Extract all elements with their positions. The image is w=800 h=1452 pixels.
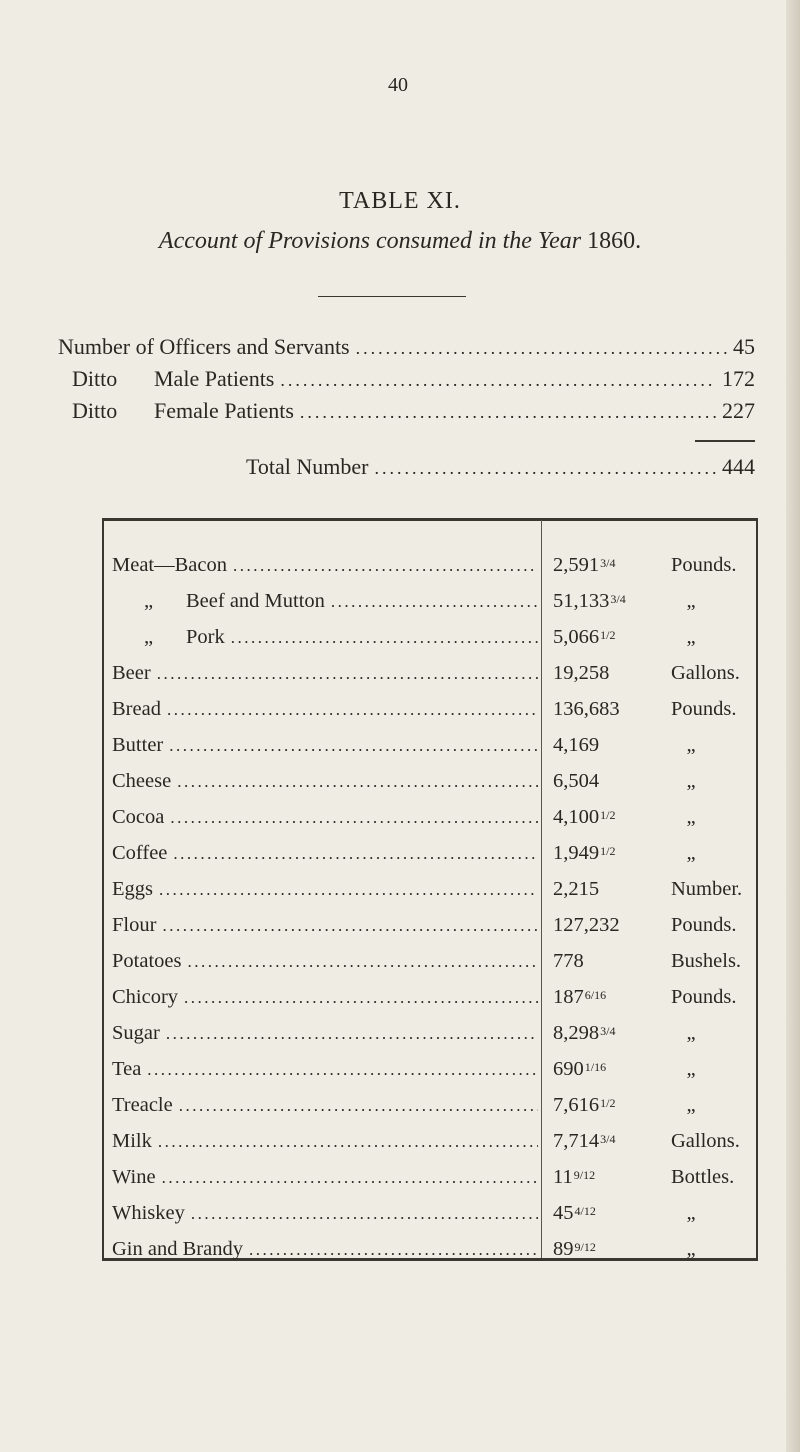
table-column-rule (541, 520, 542, 1260)
leader-dots (158, 1132, 538, 1152)
leader-dots (157, 664, 538, 684)
table-row (112, 626, 538, 660)
item-label: Sugar (112, 1022, 160, 1044)
leader-dots (356, 338, 727, 359)
item-label: Eggs (112, 878, 153, 900)
quantity-value: 7,714 (553, 1130, 600, 1152)
ditto-mark: „ (144, 626, 154, 648)
table-top-rule (102, 518, 756, 521)
quantity-unit: „ (686, 842, 696, 864)
quantity-cell (553, 1166, 734, 1200)
summary-value: 45 (733, 334, 755, 359)
leader-dots (331, 592, 538, 612)
table-row (112, 1202, 538, 1236)
quantity-value: 45 (553, 1202, 574, 1224)
quantity-value: 778 (553, 950, 584, 972)
table-row (112, 878, 538, 912)
summary-row-officers (58, 334, 755, 366)
quantity-unit: „ (686, 590, 696, 612)
quantity-cell (553, 1130, 740, 1164)
quantity-unit: „ (686, 1058, 696, 1080)
item-label: Beef and Mutton (186, 590, 325, 612)
table-row (112, 914, 538, 948)
item-label: Cocoa (112, 806, 165, 828)
quantity-value: 89 (553, 1238, 574, 1260)
table-row (112, 734, 538, 768)
leader-dots (159, 880, 538, 900)
item-label: Coffee (112, 842, 168, 864)
ditto-label: Ditto (72, 366, 118, 391)
quantity-cell (553, 1202, 711, 1236)
table-row (112, 554, 538, 588)
quantity-value: 136,683 (553, 698, 620, 720)
table-row (112, 986, 538, 1020)
quantity-value: 2,591 (553, 554, 600, 576)
quantity-value: 4,169 (553, 734, 600, 756)
quantity-unit: Pounds. (671, 914, 737, 936)
quantity-cell (553, 986, 737, 1020)
quantity-fraction: 1/2 (600, 628, 616, 642)
quantity-value: 19,258 (553, 662, 610, 684)
table-row (112, 1166, 538, 1200)
table-right-rule (756, 518, 758, 1261)
quantity-unit: Gallons. (671, 662, 740, 684)
quantity-cell (553, 914, 737, 948)
quantity-value: 187 (553, 986, 584, 1008)
item-label: Milk (112, 1130, 152, 1152)
leader-dots (233, 556, 538, 576)
quantity-cell (553, 734, 711, 768)
leader-dots (300, 402, 716, 423)
item-label: Cheese (112, 770, 172, 792)
ditto-label: Ditto (72, 398, 118, 423)
quantity-unit: „ (686, 1238, 696, 1260)
leader-dots (167, 700, 538, 720)
leader-dots (187, 952, 538, 972)
table-row (112, 1238, 538, 1272)
leader-dots (162, 916, 538, 936)
quantity-unit: „ (686, 1094, 696, 1116)
quantity-unit: Pounds. (671, 554, 737, 576)
summary-row-male (72, 366, 755, 398)
quantity-cell (553, 1058, 711, 1092)
item-label: Treacle (112, 1094, 173, 1116)
table-row (112, 950, 538, 984)
table-row (112, 590, 538, 624)
quantity-cell (553, 626, 711, 660)
quantity-fraction: 1/2 (600, 808, 616, 822)
quantity-unit: Bushels. (671, 950, 742, 972)
quantity-cell (553, 1094, 711, 1128)
quantity-fraction: 1/2 (600, 844, 616, 858)
quantity-cell (553, 806, 711, 840)
table-row (112, 1022, 538, 1056)
table-row (112, 770, 538, 804)
summary-value: 172 (722, 366, 755, 391)
quantity-fraction: 3/4 (600, 1024, 616, 1038)
quantity-unit: Pounds. (671, 698, 737, 720)
item-label: Beer (112, 662, 151, 684)
quantity-cell (553, 950, 741, 984)
table-row (112, 662, 538, 696)
table-row (112, 1094, 538, 1128)
table-row (112, 1058, 538, 1092)
item-label: Gin and Brandy (112, 1238, 243, 1260)
quantity-value: 6,504 (553, 770, 600, 792)
leader-dots (179, 1096, 538, 1116)
quantity-cell (553, 842, 711, 876)
quantity-fraction: 4/12 (574, 1204, 596, 1218)
table-row (112, 698, 538, 732)
leader-dots (170, 808, 538, 828)
quantity-fraction: 9/12 (573, 1168, 596, 1182)
item-label: Potatoes (112, 950, 182, 972)
quantity-unit: Gallons. (671, 1130, 740, 1152)
quantity-cell (553, 590, 711, 624)
quantity-cell (553, 662, 740, 696)
quantity-value: 5,066 (553, 626, 600, 648)
quantity-unit: Number. (671, 878, 743, 900)
item-label: Meat—Bacon (112, 554, 227, 576)
quantity-unit: Bottles. (671, 1166, 735, 1188)
page-number: 40 (388, 74, 408, 96)
summary-value: 227 (722, 398, 755, 423)
quantity-unit: „ (686, 770, 696, 792)
quantity-fraction: 3/4 (610, 592, 626, 606)
table-left-rule (102, 518, 104, 1261)
quantity-fraction: 6/16 (584, 988, 607, 1002)
quantity-fraction: 3/4 (600, 556, 616, 570)
leader-dots (166, 1024, 538, 1044)
table-row (112, 1130, 538, 1164)
leader-dots (169, 736, 538, 756)
item-label: Bread (112, 698, 161, 720)
quantity-unit: „ (686, 1022, 696, 1044)
title-rule (318, 296, 466, 297)
summary-label: Male Patients (154, 366, 275, 391)
quantity-unit: Pounds. (671, 986, 737, 1008)
quantity-unit: „ (686, 734, 696, 756)
item-label: Whiskey (112, 1202, 185, 1224)
item-label: Chicory (112, 986, 179, 1008)
quantity-cell (553, 698, 737, 732)
table-title: TABLE XI. (339, 188, 461, 214)
quantity-value: 11 (553, 1166, 573, 1188)
quantity-value: 7,616 (553, 1094, 600, 1116)
leader-dots (231, 628, 538, 648)
summary-label: Total Number (246, 454, 369, 479)
quantity-fraction: 9/12 (574, 1240, 596, 1254)
quantity-cell (553, 1022, 711, 1056)
leader-dots (280, 370, 716, 391)
quantity-fraction: 3/4 (600, 1132, 616, 1146)
quantity-value: 127,232 (553, 914, 620, 936)
subtitle-text: Account of Provisions consumed in the Year (158, 228, 582, 254)
quantity-cell (553, 770, 711, 804)
quantity-value: 8,298 (553, 1022, 600, 1044)
summary-row-female (72, 398, 755, 430)
quantity-value: 4,100 (553, 806, 600, 828)
ditto-mark: „ (144, 590, 154, 612)
page-edge (786, 0, 800, 1452)
summary-value: 444 (722, 454, 755, 479)
leader-dots (249, 1240, 538, 1260)
quantity-unit: „ (686, 1202, 696, 1224)
table-row (112, 842, 538, 876)
leader-dots (177, 772, 538, 792)
item-label: Pork (186, 626, 225, 648)
leader-dots (191, 1204, 538, 1224)
quantity-cell (553, 878, 742, 912)
quantity-cell (553, 1238, 711, 1272)
leader-dots (147, 1060, 538, 1080)
quantity-cell (553, 554, 737, 588)
item-label: Tea (112, 1058, 142, 1080)
table-row (112, 806, 538, 840)
quantity-fraction: 1/16 (584, 1060, 607, 1074)
leader-dots (173, 844, 538, 864)
quantity-fraction: 1/2 (600, 1096, 616, 1110)
leader-dots (374, 458, 716, 479)
quantity-value: 2,215 (553, 878, 600, 900)
item-label: Flour (112, 914, 157, 936)
table-subtitle (0, 228, 800, 255)
quantity-value: 1,949 (553, 842, 600, 864)
leader-dots (184, 988, 538, 1008)
item-label: Wine (112, 1166, 156, 1188)
subtitle-year: 1860. (587, 228, 642, 254)
quantity-value: 690 (553, 1058, 584, 1080)
summary-label: Number of Officers and Servants (58, 334, 350, 359)
sum-rule (695, 440, 755, 442)
quantity-value: 51,133 (553, 590, 610, 612)
leader-dots (162, 1168, 538, 1188)
item-label: Butter (112, 734, 164, 756)
summary-row-total (246, 454, 755, 486)
quantity-unit: „ (686, 626, 696, 648)
summary-label: Female Patients (154, 398, 294, 423)
quantity-unit: „ (686, 806, 696, 828)
